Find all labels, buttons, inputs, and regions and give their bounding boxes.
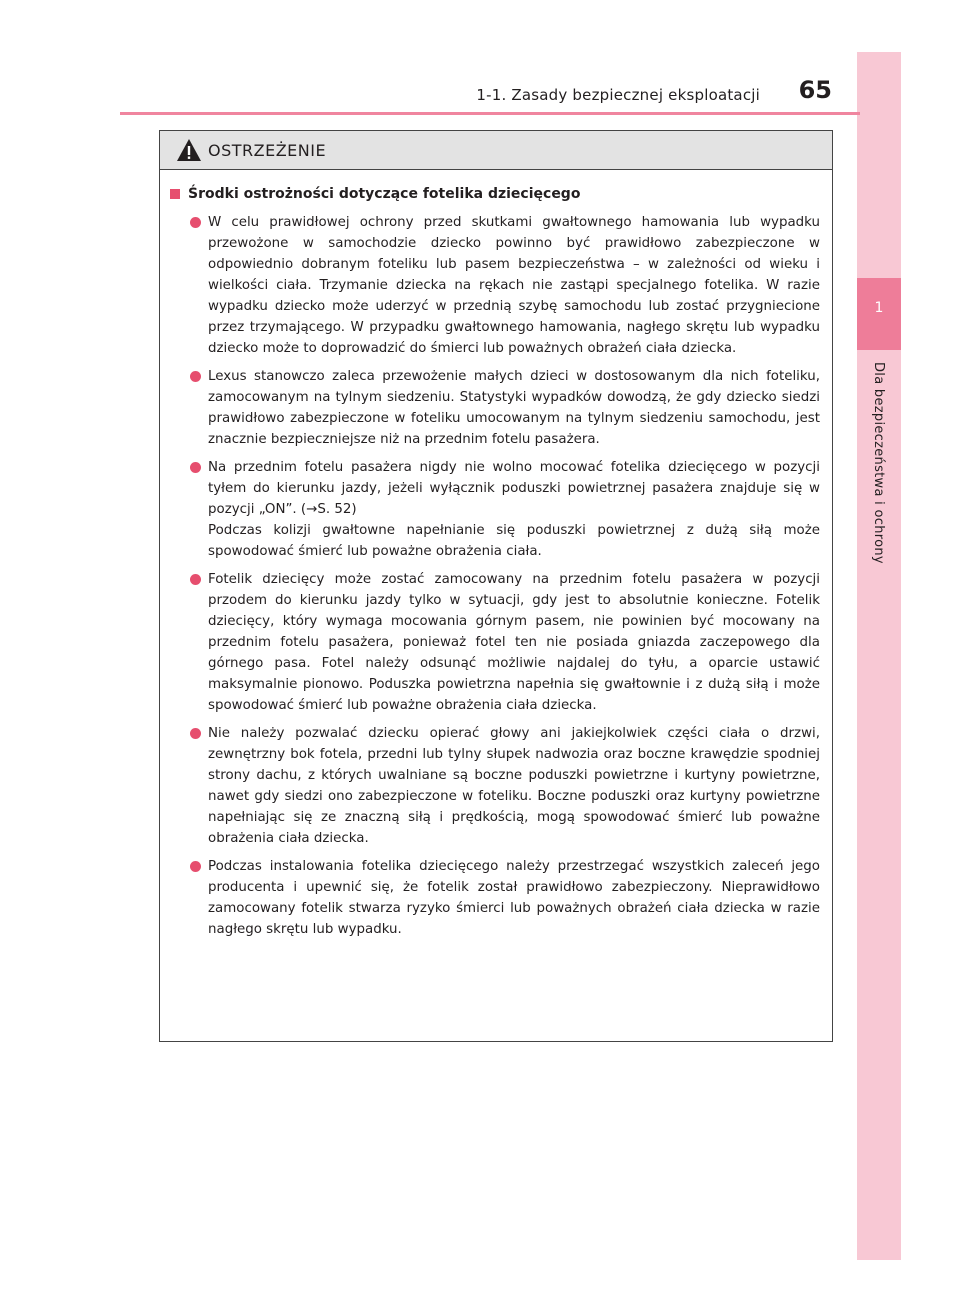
bullet-dot-icon	[190, 861, 201, 872]
item-text: Podczas instalowania fotelika dziecięcego należy przestrzegać wszystkich zaleceń jego producenta i upewnić się, że fotelik został prawidłowo zabezpieczony. Nieprawidłowo zamocowany fotelik stwarza ryzyko śmierci lub poważnych obrażeń ciała dziecka w razie nagłego skrętu lub wypadku.	[208, 859, 820, 937]
item-text: Na przednim fotelu pasażera nigdy nie wolno mocować fotelika dziecięcego w pozycji tyłem do kierunku jazdy, jeżeli wyłącznik poduszki powietrznej pasażera znajduje się w pozycji „ON”. (→S. 52)	[208, 460, 820, 517]
warning-triangle-icon	[176, 138, 202, 162]
bullet-dot-icon	[190, 574, 201, 585]
header-title: 1-1. Zasady bezpiecznej eksploatacji	[476, 86, 760, 104]
section-title-text: Środki ostrożności dotyczące fotelika dziecięcego	[188, 186, 581, 202]
list-item	[170, 856, 820, 940]
item-text: W celu prawidłowej ochrony przed skutkami gwałtownego hamowania lub wypadku przewożone w samochodzie dziecko powinno być prawidłowo zabezpieczone w odpowiednio dobranym foteliku lub pasem bezpieczeństwa – w zależności od wieku i wielkości ciała. Trzymanie dziecka na rękach nie zastąpi specjalnego fotelika. W razie wypadku dziecko może uderzyć w przednią szybę samochodu lub zostać przygniecione przez trzymającego. W przypadku gwałtownego hamowania, nagłego skrętu lub wypadku dziecko może to doprowadzić do śmierci lub poważnych obrażeń ciała dziecka.	[208, 215, 820, 356]
item-text: Nie należy pozwalać dziecku opierać głowy ani jakiejkolwiek części ciała o drzwi, zewnętrzny bok fotela, przedni lub tylny słupek nadwozia oraz boczne krawędzie spodniej strony dachu, z których uwalniane są boczne poduszki powietrzne i kurtyny powietrzne, nawet gdy siedzi ono zabezpieczone w foteliku. Boczne poduszki oraz kurtyny powietrzne napełniając się ze znaczną siłą i prędkością, mogą spowodować śmierć lub poważne obrażenia ciała dziecka.	[208, 726, 820, 846]
side-section-title: Dla bezpieczeństwa i ochrony	[871, 362, 886, 564]
item-text: Lexus stanowczo zaleca przewożenie małych dzieci w dostosowanym dla nich foteliku, zamocowanym na tylnym siedzeniu. Statystyki wypadków dowodzą, że gdy dziecko siedzi prawidłowo zabezpieczone w foteliku umocowanym na tylnym siedzeniu samochodu, jest znacznie bezpieczniejsze niż na przednim fotelu pasażera.	[208, 369, 820, 447]
list-item	[170, 457, 820, 562]
warning-label: OSTRZEŻENIE	[208, 140, 327, 160]
side-chapter-tab	[857, 52, 901, 1260]
bullet-dot-icon	[190, 371, 201, 382]
section-heading	[170, 186, 820, 202]
chapter-number: 1	[874, 300, 884, 316]
warning-header	[160, 131, 832, 170]
bullet-dot-icon	[190, 217, 201, 228]
list-item	[170, 212, 820, 359]
bullet-dot-icon	[190, 462, 201, 473]
list-item	[170, 366, 820, 450]
page-number: 65	[798, 76, 832, 104]
header-rule	[120, 112, 860, 115]
square-bullet-icon	[170, 189, 180, 199]
list-item	[170, 723, 820, 849]
warning-body	[160, 170, 832, 940]
bullet-dot-icon	[190, 728, 201, 739]
list-item	[170, 569, 820, 716]
warning-list	[170, 212, 820, 940]
item-text: Fotelik dziecięcy może zostać zamocowany na przednim fotelu pasażera w pozycji przodem do kierunku jazdy tylko w sytuacji, gdy jest to absolutnie konieczne. Fotelik dziecięcy, który wymaga mocowania górnym pasem, nie powinien być mocowany na przednim fotelu pasażera, ponieważ fotel ten nie posiada gniazda zaczepowego dla górnego pasa. Fotel należy odsunąć możliwie najdalej do tyłu, a oparcie ustawić maksymalnie pionowo. Poduszka powietrzna napełnia się gwałtownie i z dużą siłą i może spowodować śmierć lub poważne obrażenia ciała dziecka.	[208, 572, 820, 713]
item-text-continuation: Podczas kolizji gwałtowne napełnianie się poduszki powietrznej z dużą siłą może spowodować śmierć lub poważne obrażenia ciała.	[208, 523, 820, 559]
warning-box	[159, 130, 833, 1042]
